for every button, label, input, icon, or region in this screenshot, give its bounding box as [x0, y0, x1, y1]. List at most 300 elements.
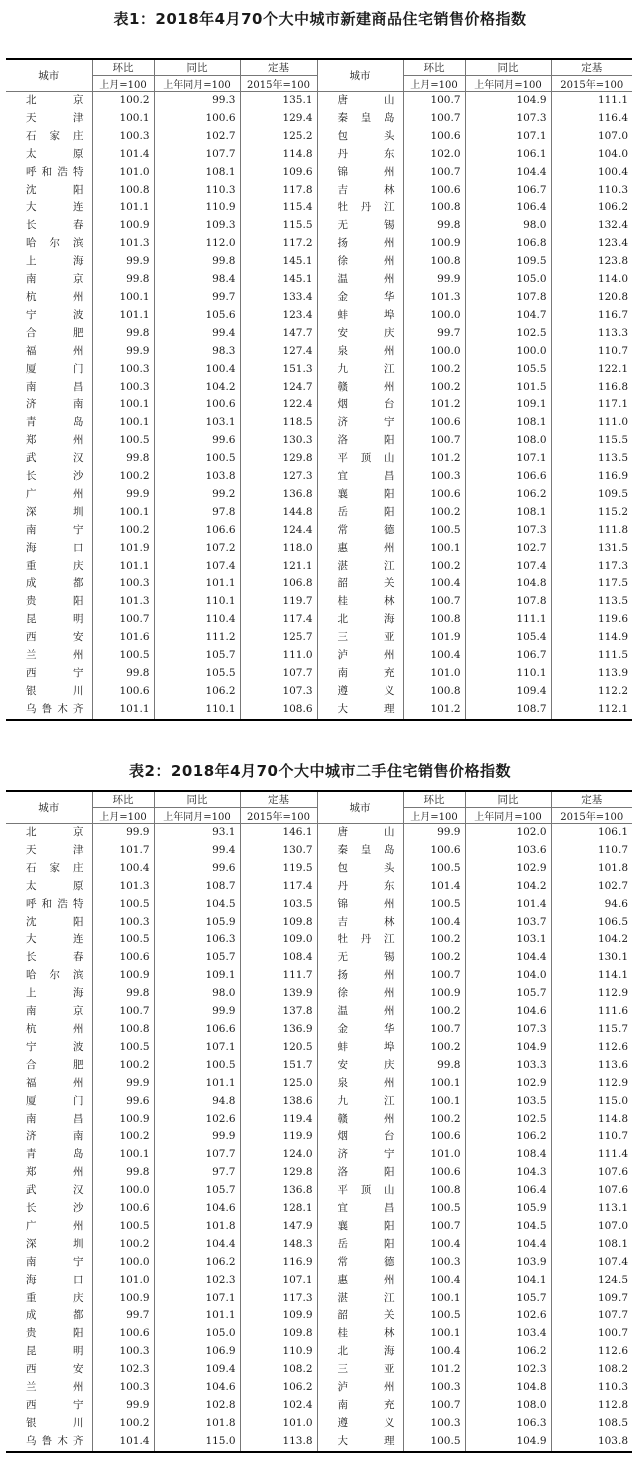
table-row: [6, 824, 632, 842]
table-row: [6, 468, 632, 486]
city-cell: 南宁: [6, 1254, 92, 1272]
yoy-cell: 104.5: [154, 896, 240, 914]
table-row: [6, 235, 632, 253]
base-cell: 116.9: [240, 1254, 317, 1272]
yoy-cell: 108.1: [465, 504, 551, 522]
city-cell: 海口: [6, 1272, 92, 1290]
table1-title: 表1：2018年4月70个大中城市新建商品住宅销售价格指数: [113, 10, 527, 28]
mom-cell: 100.5: [403, 1307, 465, 1325]
table2-body: [6, 824, 632, 1452]
yoy-cell: 108.7: [154, 878, 240, 896]
table-row: [6, 683, 632, 701]
city-cell: 惠州: [317, 1272, 403, 1290]
mom-cell: 100.5: [92, 1039, 154, 1057]
base-cell: 110.9: [240, 1343, 317, 1361]
mom-cell: 100.2: [403, 1039, 465, 1057]
city-cell: 青岛: [6, 1146, 92, 1164]
yoy-cell: 101.4: [465, 896, 551, 914]
base-cell: 148.3: [240, 1236, 317, 1254]
mom-cell: 100.6: [403, 414, 465, 432]
mom-header: 环比: [92, 791, 154, 808]
city-cell: 长沙: [6, 468, 92, 486]
base-cell: 125.0: [240, 1075, 317, 1093]
yoy-cell: 104.4: [465, 1236, 551, 1254]
city-cell: 吉林: [317, 914, 403, 932]
mom-cell: 100.8: [403, 611, 465, 629]
yoy-header: 同比: [154, 59, 240, 76]
base-cell: 130.3: [240, 432, 317, 450]
base-cell: 112.9: [551, 985, 632, 1003]
yoy-cell: 102.9: [465, 860, 551, 878]
city-cell: 济宁: [317, 1146, 403, 1164]
yoy-cell: 106.2: [154, 1254, 240, 1272]
city-cell: 南京: [6, 1003, 92, 1021]
city-cell: 宜昌: [317, 468, 403, 486]
mom-cell: 101.9: [403, 629, 465, 647]
table1: [6, 58, 632, 721]
table-row: [6, 1272, 632, 1290]
base-cell: 113.5: [551, 450, 632, 468]
city-cell: 南昌: [6, 1111, 92, 1129]
mom-cell: 99.6: [92, 1093, 154, 1111]
base-cell: 109.9: [240, 1307, 317, 1325]
base-cell: 145.1: [240, 253, 317, 271]
base-cell: 114.9: [551, 629, 632, 647]
mom-cell: 101.2: [403, 396, 465, 414]
city-cell: 烟台: [317, 1128, 403, 1146]
city-cell: 沈阳: [6, 182, 92, 200]
city-cell: 深圳: [6, 504, 92, 522]
yoy-cell: 106.2: [465, 486, 551, 504]
city-cell: 哈尔滨: [6, 967, 92, 985]
table-row: [6, 325, 632, 343]
base-header: 定基: [240, 791, 317, 808]
table-row: [6, 611, 632, 629]
yoy-subheader: 上年同月=100: [154, 76, 240, 92]
base-cell: 112.9: [551, 1075, 632, 1093]
base-cell: 131.5: [551, 540, 632, 558]
yoy-cell: 104.8: [465, 575, 551, 593]
table-row: [6, 504, 632, 522]
base-header: 定基: [551, 59, 632, 76]
base-cell: 114.8: [240, 146, 317, 164]
base-cell: 110.3: [551, 182, 632, 200]
city-cell: 金华: [317, 289, 403, 307]
yoy-cell: 104.7: [465, 307, 551, 325]
base-cell: 110.3: [551, 1379, 632, 1397]
table-row: [6, 307, 632, 325]
yoy-cell: 103.6: [465, 842, 551, 860]
base-cell: 115.7: [551, 1021, 632, 1039]
mom-cell: 100.9: [403, 235, 465, 253]
mom-subheader: 上月=100: [92, 808, 154, 824]
yoy-cell: 107.4: [465, 558, 551, 576]
base-cell: 109.5: [551, 486, 632, 504]
city-cell: 韶关: [317, 1307, 403, 1325]
city-cell: 太原: [6, 146, 92, 164]
yoy-cell: 99.6: [154, 432, 240, 450]
table-row: [6, 164, 632, 182]
city-cell: 大连: [6, 199, 92, 217]
table-row: [6, 1433, 632, 1452]
mom-cell: 101.3: [92, 878, 154, 896]
yoy-cell: 110.1: [154, 593, 240, 611]
mom-cell: 100.3: [92, 128, 154, 146]
table-row: [6, 665, 632, 683]
city-cell: 合肥: [6, 325, 92, 343]
mom-cell: 102.0: [403, 146, 465, 164]
base-cell: 106.5: [551, 914, 632, 932]
mom-cell: 100.9: [92, 1290, 154, 1308]
yoy-cell: 99.2: [154, 486, 240, 504]
city-cell: 厦门: [6, 1093, 92, 1111]
city-cell: 长春: [6, 217, 92, 235]
city-cell: 北海: [317, 1343, 403, 1361]
city-cell: 西宁: [6, 665, 92, 683]
yoy-cell: 100.5: [154, 1057, 240, 1075]
yoy-cell: 101.8: [154, 1415, 240, 1433]
yoy-cell: 106.7: [465, 182, 551, 200]
table-row: [6, 1397, 632, 1415]
yoy-cell: 109.1: [465, 396, 551, 414]
base-cell: 111.8: [551, 522, 632, 540]
city-cell: 北海: [317, 611, 403, 629]
base-cell: 123.4: [240, 307, 317, 325]
city-cell: 湛江: [317, 558, 403, 576]
yoy-cell: 105.7: [154, 647, 240, 665]
table-row: [6, 967, 632, 985]
city-cell: 福州: [6, 1075, 92, 1093]
mom-cell: 100.4: [403, 1272, 465, 1290]
yoy-cell: 107.8: [465, 593, 551, 611]
mom-cell: 101.4: [92, 1433, 154, 1452]
base-cell: 107.4: [551, 1254, 632, 1272]
table-row: [6, 396, 632, 414]
base-cell: 107.7: [240, 665, 317, 683]
city-cell: 吉林: [317, 182, 403, 200]
mom-cell: 100.7: [403, 1397, 465, 1415]
base-cell: 110.7: [551, 343, 632, 361]
mom-cell: 100.6: [403, 842, 465, 860]
city-cell: 常德: [317, 522, 403, 540]
mom-cell: 100.6: [403, 128, 465, 146]
base-cell: 108.2: [240, 1361, 317, 1379]
city-cell: 宁波: [6, 1039, 92, 1057]
mom-cell: 100.2: [92, 92, 154, 110]
mom-cell: 100.3: [403, 1379, 465, 1397]
table-row: [6, 217, 632, 235]
base-cell: 125.7: [240, 629, 317, 647]
city-cell: 九江: [317, 361, 403, 379]
table-row: [6, 931, 632, 949]
city-cell: 天津: [6, 842, 92, 860]
base-cell: 136.8: [240, 1182, 317, 1200]
mom-cell: 101.6: [92, 629, 154, 647]
mom-cell: 100.8: [403, 1182, 465, 1200]
base-cell: 111.1: [551, 92, 632, 110]
base-cell: 117.1: [551, 396, 632, 414]
mom-cell: 101.1: [92, 558, 154, 576]
city-cell: 大连: [6, 931, 92, 949]
yoy-cell: 103.4: [465, 1325, 551, 1343]
mom-cell: 100.6: [92, 1325, 154, 1343]
base-cell: 106.1: [551, 824, 632, 842]
yoy-cell: 109.5: [465, 253, 551, 271]
table-row: [6, 1182, 632, 1200]
mom-cell: 100.2: [403, 931, 465, 949]
mom-cell: 100.6: [403, 1164, 465, 1182]
city-cell: 锦州: [317, 164, 403, 182]
base-cell: 117.4: [240, 611, 317, 629]
base-cell: 113.8: [240, 1433, 317, 1452]
yoy-cell: 102.5: [465, 1111, 551, 1129]
yoy-cell: 109.4: [154, 1361, 240, 1379]
city-cell: 平顶山: [317, 450, 403, 468]
yoy-cell: 106.6: [154, 522, 240, 540]
base-cell: 115.0: [551, 1093, 632, 1111]
yoy-cell: 107.3: [465, 522, 551, 540]
city-header: 城市: [317, 791, 403, 824]
yoy-cell: 99.9: [154, 1128, 240, 1146]
city-cell: 石家庄: [6, 860, 92, 878]
base-cell: 109.7: [551, 1290, 632, 1308]
city-cell: 南宁: [6, 522, 92, 540]
base-cell: 94.6: [551, 896, 632, 914]
city-cell: 秦皇岛: [317, 110, 403, 128]
base-cell: 133.4: [240, 289, 317, 307]
base-cell: 115.4: [240, 199, 317, 217]
yoy-cell: 99.6: [154, 860, 240, 878]
city-cell: 无锡: [317, 949, 403, 967]
base-cell: 129.8: [240, 450, 317, 468]
city-cell: 上海: [6, 985, 92, 1003]
table-row: [6, 1379, 632, 1397]
mom-cell: 99.8: [92, 985, 154, 1003]
yoy-cell: 105.0: [465, 271, 551, 289]
mom-cell: 101.9: [92, 540, 154, 558]
yoy-cell: 101.1: [154, 1307, 240, 1325]
base-cell: 104.2: [551, 931, 632, 949]
city-cell: 丹东: [317, 146, 403, 164]
base-cell: 128.1: [240, 1200, 317, 1218]
city-cell: 扬州: [317, 967, 403, 985]
yoy-cell: 105.7: [154, 1182, 240, 1200]
yoy-cell: 110.1: [154, 701, 240, 720]
yoy-cell: 99.7: [154, 289, 240, 307]
base-cell: 124.7: [240, 379, 317, 397]
yoy-cell: 105.7: [465, 985, 551, 1003]
base-cell: 107.0: [551, 1218, 632, 1236]
mom-cell: 100.4: [403, 575, 465, 593]
city-cell: 哈尔滨: [6, 235, 92, 253]
mom-cell: 100.2: [403, 949, 465, 967]
base-cell: 145.1: [240, 271, 317, 289]
table-row: [6, 432, 632, 450]
table-row: [6, 842, 632, 860]
mom-cell: 99.8: [403, 217, 465, 235]
city-cell: 烟台: [317, 396, 403, 414]
base-cell: 137.8: [240, 1003, 317, 1021]
yoy-cell: 107.1: [154, 1290, 240, 1308]
yoy-cell: 111.1: [465, 611, 551, 629]
mom-header: 环比: [403, 791, 465, 808]
mom-cell: 100.8: [403, 253, 465, 271]
yoy-cell: 103.3: [465, 1057, 551, 1075]
city-cell: 锦州: [317, 896, 403, 914]
yoy-cell: 103.7: [465, 914, 551, 932]
yoy-cell: 112.0: [154, 235, 240, 253]
mom-cell: 100.6: [92, 949, 154, 967]
mom-cell: 100.1: [92, 396, 154, 414]
yoy-cell: 102.5: [465, 325, 551, 343]
mom-cell: 100.1: [403, 1290, 465, 1308]
base-cell: 118.0: [240, 540, 317, 558]
mom-cell: 99.9: [92, 824, 154, 842]
yoy-cell: 106.9: [154, 1343, 240, 1361]
yoy-cell: 104.2: [154, 379, 240, 397]
mom-cell: 101.3: [92, 593, 154, 611]
base-cell: 101.8: [551, 860, 632, 878]
base-cell: 106.8: [240, 575, 317, 593]
yoy-cell: 104.3: [465, 1164, 551, 1182]
city-cell: 常德: [317, 1254, 403, 1272]
yoy-cell: 109.1: [154, 967, 240, 985]
yoy-cell: 104.9: [465, 92, 551, 110]
yoy-cell: 102.6: [465, 1307, 551, 1325]
city-cell: 蚌埠: [317, 307, 403, 325]
yoy-cell: 98.0: [154, 985, 240, 1003]
base-cell: 109.8: [240, 914, 317, 932]
base-cell: 111.0: [240, 647, 317, 665]
base-cell: 107.6: [551, 1164, 632, 1182]
city-cell: 安庆: [317, 325, 403, 343]
base-cell: 111.5: [551, 647, 632, 665]
table-row: [6, 1164, 632, 1182]
table-row: [6, 1146, 632, 1164]
base-cell: 119.4: [240, 1111, 317, 1129]
table-row: [6, 1254, 632, 1272]
base-cell: 107.3: [240, 683, 317, 701]
yoy-cell: 99.9: [154, 1003, 240, 1021]
base-cell: 118.5: [240, 414, 317, 432]
mom-cell: 100.5: [403, 1433, 465, 1452]
mom-cell: 100.2: [92, 1415, 154, 1433]
city-cell: 洛阳: [317, 432, 403, 450]
yoy-cell: 108.1: [465, 414, 551, 432]
base-cell: 112.1: [551, 701, 632, 720]
yoy-cell: 106.6: [465, 468, 551, 486]
mom-cell: 100.3: [92, 914, 154, 932]
yoy-cell: 107.1: [465, 128, 551, 146]
mom-cell: 100.3: [92, 575, 154, 593]
base-cell: 107.6: [551, 1182, 632, 1200]
base-cell: 117.2: [240, 235, 317, 253]
base-cell: 100.7: [551, 1325, 632, 1343]
city-cell: 安庆: [317, 1057, 403, 1075]
mom-cell: 100.4: [403, 647, 465, 665]
base-cell: 144.8: [240, 504, 317, 522]
city-cell: 郑州: [6, 1164, 92, 1182]
base-cell: 120.8: [551, 289, 632, 307]
base-cell: 117.3: [240, 1290, 317, 1308]
yoy-cell: 108.0: [465, 1397, 551, 1415]
base-cell: 116.4: [551, 110, 632, 128]
mom-cell: 100.2: [92, 1057, 154, 1075]
city-cell: 宜昌: [317, 1200, 403, 1218]
city-cell: 南充: [317, 1397, 403, 1415]
yoy-cell: 100.6: [154, 110, 240, 128]
table-row: [6, 575, 632, 593]
yoy-cell: 110.1: [465, 665, 551, 683]
city-cell: 韶关: [317, 575, 403, 593]
yoy-cell: 93.1: [154, 824, 240, 842]
mom-header: 环比: [403, 59, 465, 76]
base-cell: 107.0: [551, 128, 632, 146]
mom-cell: 100.3: [403, 1254, 465, 1272]
city-cell: 呼和浩特: [6, 164, 92, 182]
mom-cell: 100.7: [403, 432, 465, 450]
mom-cell: 100.7: [403, 967, 465, 985]
base-cell: 103.8: [551, 1433, 632, 1452]
table-row: [6, 1075, 632, 1093]
yoy-cell: 107.3: [465, 110, 551, 128]
yoy-cell: 102.9: [465, 1075, 551, 1093]
city-cell: 唐山: [317, 824, 403, 842]
yoy-cell: 102.0: [465, 824, 551, 842]
mom-cell: 100.1: [92, 414, 154, 432]
table-row: [6, 647, 632, 665]
mom-cell: 101.2: [403, 701, 465, 720]
base-cell: 119.5: [240, 860, 317, 878]
city-cell: 南充: [317, 665, 403, 683]
table-row: [6, 146, 632, 164]
table-row: [6, 271, 632, 289]
yoy-cell: 105.9: [154, 914, 240, 932]
yoy-cell: 104.4: [465, 949, 551, 967]
city-cell: 遵义: [317, 683, 403, 701]
base-cell: 116.7: [551, 307, 632, 325]
table-row: [6, 379, 632, 397]
city-cell: 九江: [317, 1093, 403, 1111]
base-cell: 120.5: [240, 1039, 317, 1057]
base-subheader: 2015年=100: [551, 76, 632, 92]
table-row: [6, 985, 632, 1003]
table-row: [6, 1021, 632, 1039]
city-cell: 贵阳: [6, 593, 92, 611]
base-cell: 147.7: [240, 325, 317, 343]
base-cell: 113.9: [551, 665, 632, 683]
base-cell: 114.1: [551, 967, 632, 985]
mom-cell: 100.6: [92, 1200, 154, 1218]
yoy-cell: 106.1: [465, 146, 551, 164]
mom-cell: 100.5: [92, 931, 154, 949]
mom-cell: 100.9: [92, 1111, 154, 1129]
yoy-cell: 107.7: [154, 1146, 240, 1164]
mom-cell: 100.2: [403, 1111, 465, 1129]
city-cell: 重庆: [6, 558, 92, 576]
mom-cell: 100.4: [403, 914, 465, 932]
city-cell: 惠州: [317, 540, 403, 558]
table-row: [6, 878, 632, 896]
mom-cell: 100.1: [92, 1146, 154, 1164]
city-cell: 徐州: [317, 253, 403, 271]
base-cell: 101.0: [240, 1415, 317, 1433]
city-cell: 三亚: [317, 629, 403, 647]
yoy-cell: 99.4: [154, 325, 240, 343]
mom-cell: 100.6: [403, 182, 465, 200]
mom-cell: 100.7: [403, 1218, 465, 1236]
city-cell: 兰州: [6, 1379, 92, 1397]
